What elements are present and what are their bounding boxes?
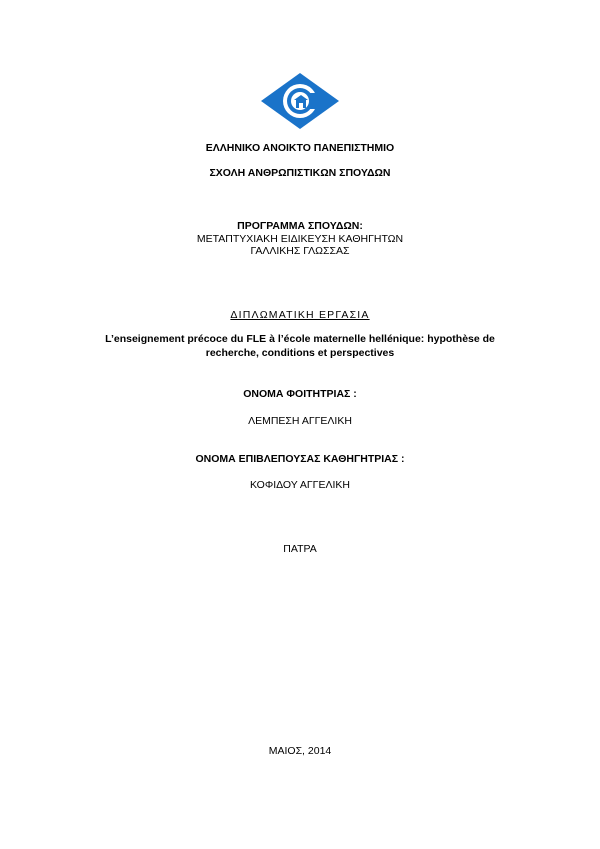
date: ΜΑΙΟΣ, 2014 xyxy=(268,745,332,757)
school-name: ΣΧΟΛΗ ΑΝΘΡΩΠΙΣΤΙΚΩΝ ΣΠΟΥΔΩΝ xyxy=(209,167,391,179)
city: ΠΑΤΡΑ xyxy=(283,543,317,555)
program-heading: ΠΡΟΓΡΑΜΜΑ ΣΠΟΥΔΩΝ: xyxy=(237,220,363,232)
university-name: ΕΛΛΗΝΙΚΟ ΑΝΟΙΚΤΟ ΠΑΝΕΠΙΣΤΗΜΙΟ xyxy=(205,142,395,154)
university-logo-icon xyxy=(260,72,340,130)
document-type: ΔΙΠΛΩΜΑΤΙΚΗ ΕΡΓΑΣΙΑ xyxy=(230,309,370,321)
program-line-2: ΓΑΛΛΙΚΗΣ ΓΛΩΣΣΑΣ xyxy=(250,245,350,257)
program-line-1: ΜΕΤΑΠΤΥΧΙΑΚΗ ΕΙΔΙΚΕΥΣΗ ΚΑΘΗΓΗΤΩΝ xyxy=(196,233,404,245)
supervisor-label: ΟΝΟΜΑ ΕΠΙΒΛΕΠΟΥΣΑΣ ΚΑΘΗΓΗΤΡΙΑΣ : xyxy=(195,453,405,465)
student-name: ΛΕΜΠΕΣΗ ΑΓΓΕΛΙΚΗ xyxy=(248,415,352,427)
student-label: ΟΝΟΜΑ ΦΟΙΤΗΤΡΙΑΣ : xyxy=(243,388,357,400)
thesis-title: L’enseignement précoce du FLE à l’école maternelle hellénique: hypothèse de recherche, conditions et perspectives xyxy=(105,333,495,359)
supervisor-name: ΚΟΦΙΔΟΥ ΑΓΓΕΛΙΚΗ xyxy=(249,479,350,491)
